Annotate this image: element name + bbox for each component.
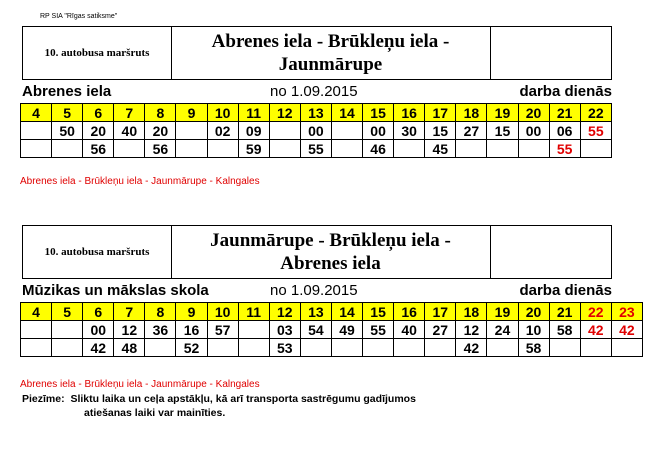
minute-cell — [207, 140, 238, 158]
hour-cell: 13 — [300, 303, 331, 321]
minute-cell — [331, 122, 362, 140]
hour-cell: 21 — [549, 104, 580, 122]
minute-cell — [21, 122, 52, 140]
hour-cell: 9 — [176, 303, 207, 321]
minute-cell — [176, 140, 207, 158]
minute-cell: 27 — [425, 321, 456, 339]
minute-cell: 48 — [114, 339, 145, 357]
minute-cell: 00 — [363, 122, 394, 140]
hour-cell: 12 — [269, 303, 300, 321]
minute-cell: 12 — [456, 321, 487, 339]
hour-cell: 15 — [363, 303, 394, 321]
service-days: darba dienās — [519, 83, 612, 100]
minute-cell: 59 — [238, 140, 269, 158]
hour-cell: 20 — [518, 303, 549, 321]
minute-cell — [238, 339, 269, 357]
minute-cell — [331, 339, 362, 357]
route-label: 10. autobusa maršruts — [23, 226, 172, 278]
hour-cell: 5 — [52, 303, 83, 321]
hour-row — [21, 104, 612, 122]
minute-cell — [52, 321, 83, 339]
hour-cell: 19 — [487, 104, 518, 122]
minute-cell: 40 — [394, 321, 425, 339]
minute-cell: 16 — [176, 321, 207, 339]
hour-cell: 16 — [394, 303, 425, 321]
minute-cell: 40 — [114, 122, 145, 140]
hour-cell: 11 — [238, 104, 269, 122]
direction-line-2: Jaunmārupe — [278, 54, 383, 75]
hour-cell: 4 — [21, 303, 52, 321]
minute-cell — [611, 339, 642, 357]
minute-cell — [176, 122, 207, 140]
hour-cell: 8 — [145, 303, 176, 321]
timetable-1-header — [22, 26, 612, 80]
note-line-1: Sliktu laika un ceļa apstākļu, kā arī transporta sastrēgumu gadījumos — [70, 393, 416, 405]
minute-cell: 12 — [114, 321, 145, 339]
minute-cell — [21, 339, 52, 357]
minute-cell: 15 — [425, 122, 456, 140]
hour-cell: 16 — [394, 104, 425, 122]
hour-cell: 9 — [176, 104, 207, 122]
minute-cell — [52, 339, 83, 357]
hour-cell: 17 — [425, 104, 456, 122]
hour-cell: 11 — [238, 303, 269, 321]
stop-name: Abrenes iela — [22, 83, 112, 100]
minute-cell: 00 — [518, 122, 549, 140]
minute-cell: 55 — [580, 122, 611, 140]
minute-cell: 53 — [269, 339, 300, 357]
minute-cell: 49 — [331, 321, 362, 339]
minute-row — [21, 339, 643, 357]
minute-cell — [269, 140, 300, 158]
minute-cell — [487, 339, 518, 357]
hour-cell: 21 — [549, 303, 580, 321]
minute-cell — [518, 140, 549, 158]
company-name: RP SIA "Rīgas satiksme" — [40, 13, 118, 20]
stop-name: Mūzikas un mākslas skola — [22, 282, 209, 299]
minute-cell — [580, 339, 611, 357]
note-text — [22, 393, 416, 405]
valid-from-date: no 1.09.2015 — [270, 282, 358, 299]
minute-cell: 50 — [52, 122, 83, 140]
minute-row — [21, 140, 612, 158]
hour-cell: 10 — [207, 303, 238, 321]
minute-cell: 52 — [176, 339, 207, 357]
minute-cell: 56 — [83, 140, 114, 158]
direction-line-1: Jaunmārupe - Brūkleņu iela - — [210, 230, 451, 251]
minute-cell: 42 — [580, 321, 611, 339]
hour-cell: 7 — [114, 104, 145, 122]
minute-cell: 55 — [363, 321, 394, 339]
minute-cell: 20 — [145, 122, 176, 140]
hour-cell: 6 — [83, 303, 114, 321]
hour-cell: 8 — [145, 104, 176, 122]
minute-cell — [549, 339, 580, 357]
hour-row — [21, 303, 643, 321]
minute-cell: 03 — [269, 321, 300, 339]
hour-cell: 22 — [580, 104, 611, 122]
hour-cell: 15 — [363, 104, 394, 122]
minute-cell: 57 — [207, 321, 238, 339]
hour-cell: 18 — [456, 303, 487, 321]
minute-cell: 55 — [549, 140, 580, 158]
minute-cell: 30 — [394, 122, 425, 140]
hour-cell: 6 — [83, 104, 114, 122]
minute-cell: 09 — [238, 122, 269, 140]
hour-cell: 20 — [518, 104, 549, 122]
minute-cell — [269, 122, 300, 140]
timetable-2-header — [22, 225, 612, 279]
route-direction — [171, 226, 491, 278]
valid-from-date: no 1.09.2015 — [270, 83, 358, 100]
minute-cell: 00 — [83, 321, 114, 339]
hour-cell: 17 — [425, 303, 456, 321]
service-days: darba dienās — [519, 282, 612, 299]
minute-cell: 58 — [518, 339, 549, 357]
minute-cell: 45 — [425, 140, 456, 158]
hour-cell: 23 — [611, 303, 642, 321]
minute-cell — [145, 339, 176, 357]
minute-cell: 46 — [363, 140, 394, 158]
minute-cell: 42 — [83, 339, 114, 357]
hour-cell: 7 — [114, 303, 145, 321]
minute-cell — [207, 339, 238, 357]
minute-cell: 02 — [207, 122, 238, 140]
minute-cell: 20 — [83, 122, 114, 140]
minute-cell — [52, 140, 83, 158]
note-label: Piezīme: — [22, 393, 65, 405]
minute-cell: 27 — [456, 122, 487, 140]
hour-cell: 5 — [52, 104, 83, 122]
minute-cell — [21, 140, 52, 158]
hour-cell: 12 — [269, 104, 300, 122]
minute-cell: 06 — [549, 122, 580, 140]
hour-cell: 19 — [487, 303, 518, 321]
route-note: Abrenes iela - Brūkleņu iela - Jaunmārupe - Kalngales — [20, 379, 260, 390]
minute-cell — [300, 339, 331, 357]
minute-cell: 00 — [300, 122, 331, 140]
minute-cell: 54 — [300, 321, 331, 339]
minute-row — [21, 122, 612, 140]
minute-cell — [394, 339, 425, 357]
hour-cell: 14 — [331, 303, 362, 321]
minute-cell: 42 — [611, 321, 642, 339]
minute-cell — [425, 339, 456, 357]
minute-cell — [394, 140, 425, 158]
minute-cell: 56 — [145, 140, 176, 158]
minute-cell: 10 — [518, 321, 549, 339]
minute-cell: 24 — [487, 321, 518, 339]
minute-cell: 42 — [456, 339, 487, 357]
minute-cell: 15 — [487, 122, 518, 140]
hour-cell: 10 — [207, 104, 238, 122]
hour-cell: 13 — [300, 104, 331, 122]
route-direction — [171, 27, 491, 79]
minute-cell: 55 — [300, 140, 331, 158]
hour-cell: 18 — [456, 104, 487, 122]
minute-row — [21, 321, 643, 339]
minute-cell — [331, 140, 362, 158]
direction-line-1: Abrenes iela - Brūkleņu iela - — [211, 31, 450, 52]
minute-cell — [114, 140, 145, 158]
minute-cell — [580, 140, 611, 158]
hour-cell: 4 — [21, 104, 52, 122]
hour-cell: 22 — [580, 303, 611, 321]
minute-cell — [456, 140, 487, 158]
minute-cell: 36 — [145, 321, 176, 339]
minute-cell — [238, 321, 269, 339]
direction-line-2: Abrenes iela — [280, 253, 381, 274]
minute-cell: 58 — [549, 321, 580, 339]
route-note: Abrenes iela - Brūkleņu iela - Jaunmārupe - Kalngales — [20, 176, 260, 187]
minute-cell — [21, 321, 52, 339]
timetable-2-grid — [20, 302, 643, 357]
minute-cell — [487, 140, 518, 158]
route-label: 10. autobusa maršruts — [23, 27, 172, 79]
hour-cell: 14 — [331, 104, 362, 122]
note-line-2: atiešanas laiki var mainīties. — [84, 407, 226, 419]
timetable-1-grid — [20, 103, 612, 158]
minute-cell — [363, 339, 394, 357]
